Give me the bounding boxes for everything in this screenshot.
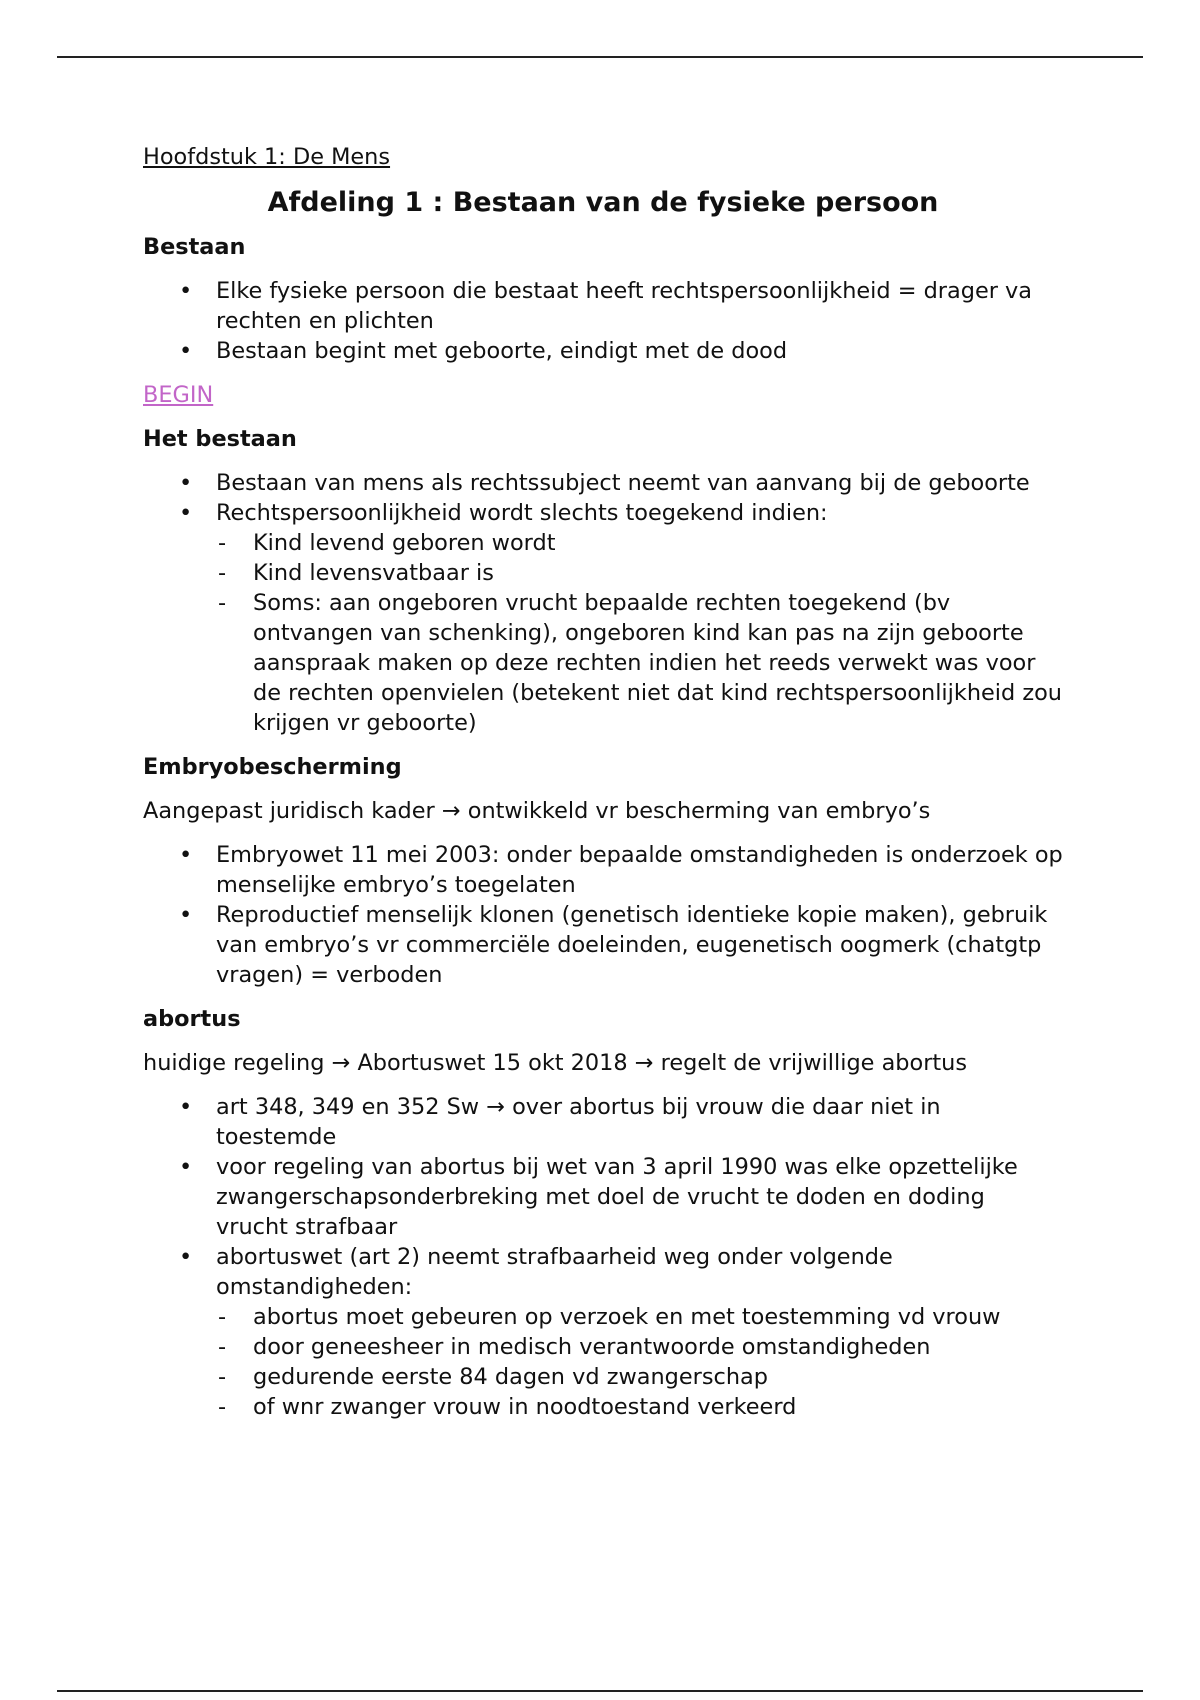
list-item: • Reproductief menselijk klonen (genetisch identieke kopie maken), gebruik van embryo’s vr commerciële doeleinden, eugenetisch oogmerk (chatgtp vragen) = verboden <box>143 900 1063 990</box>
sub-list-item: - of wnr zwanger vrouw in noodtoestand verkeerd <box>216 1392 1063 1422</box>
abortus-intro: huidige regeling → Abortuswet 15 okt 2018 → regelt de vrijwillige abortus <box>143 1050 968 1076</box>
document-body <box>143 142 1063 1436</box>
sub-list-item: - abortus moet gebeuren op verzoek en met toestemming vd vrouw <box>216 1302 1063 1332</box>
list-item: • art 348, 349 en 352 Sw → over abortus bij vrouw die daar niet in toestemde <box>143 1092 1063 1152</box>
list-item: • Elke fysieke persoon die bestaat heeft rechtspersoonlijkheid = drager va rechten en plichten <box>143 276 1063 336</box>
list-item <box>143 1242 1063 1422</box>
het-bestaan-list <box>143 468 1063 738</box>
section-title: Afdeling 1 : Bestaan van de fysieke persoon <box>267 187 939 218</box>
abortus-list <box>143 1092 1063 1422</box>
list-item-text: abortuswet (art 2) neemt strafbaarheid weg onder volgende omstandigheden: <box>216 1244 893 1300</box>
heading-embryobescherming: Embryobescherming <box>143 754 402 780</box>
list-item <box>143 498 1063 738</box>
list-item: • Bestaan van mens als rechtssubject neemt van aanvang bij de geboorte <box>143 468 1063 498</box>
sub-list-item: - door geneesheer in medisch verantwoorde omstandigheden <box>216 1332 1063 1362</box>
chapter-title: Hoofdstuk 1: De Mens <box>143 144 391 170</box>
list-item-text: Rechtspersoonlijkheid wordt slechts toegekend indien: <box>216 500 828 526</box>
begin-link[interactable]: BEGIN <box>143 382 214 408</box>
sub-list-item: - gedurende eerste 84 dagen vd zwangerschap <box>216 1362 1063 1392</box>
list-item: • Embryowet 11 mei 2003: onder bepaalde omstandigheden is onderzoek op menselijke embryo’s toegelaten <box>143 840 1063 900</box>
list-item: • voor regeling van abortus bij wet van 3 april 1990 was elke opzettelijke zwangerschapsonderbreking met doel de vrucht te doden en doding vrucht strafbaar <box>143 1152 1063 1242</box>
sub-list <box>216 528 1063 738</box>
bestaan-list <box>143 276 1063 366</box>
sub-list <box>216 1302 1063 1422</box>
bottom-rule <box>57 1690 1143 1692</box>
sub-list-item: - Soms: aan ongeboren vrucht bepaalde rechten toegekend (bv ontvangen van schenking), ongeboren kind kan pas na zijn geboorte aanspraak maken op deze rechten indien het reeds verwekt was voor de rechten openvielen (betekent niet dat kind rechtspersoonlijkheid zou krijgen vr geboorte) <box>216 588 1063 738</box>
embryo-list <box>143 840 1063 990</box>
list-item: • Bestaan begint met geboorte, eindigt met de dood <box>143 336 1063 366</box>
heading-bestaan: Bestaan <box>143 234 246 260</box>
top-rule <box>57 56 1143 58</box>
heading-abortus: abortus <box>143 1006 241 1032</box>
heading-het-bestaan: Het bestaan <box>143 426 297 452</box>
sub-list-item: - Kind levend geboren wordt <box>216 528 1063 558</box>
sub-list-item: - Kind levensvatbaar is <box>216 558 1063 588</box>
embryo-intro: Aangepast juridisch kader → ontwikkeld vr bescherming van embryo’s <box>143 798 931 824</box>
